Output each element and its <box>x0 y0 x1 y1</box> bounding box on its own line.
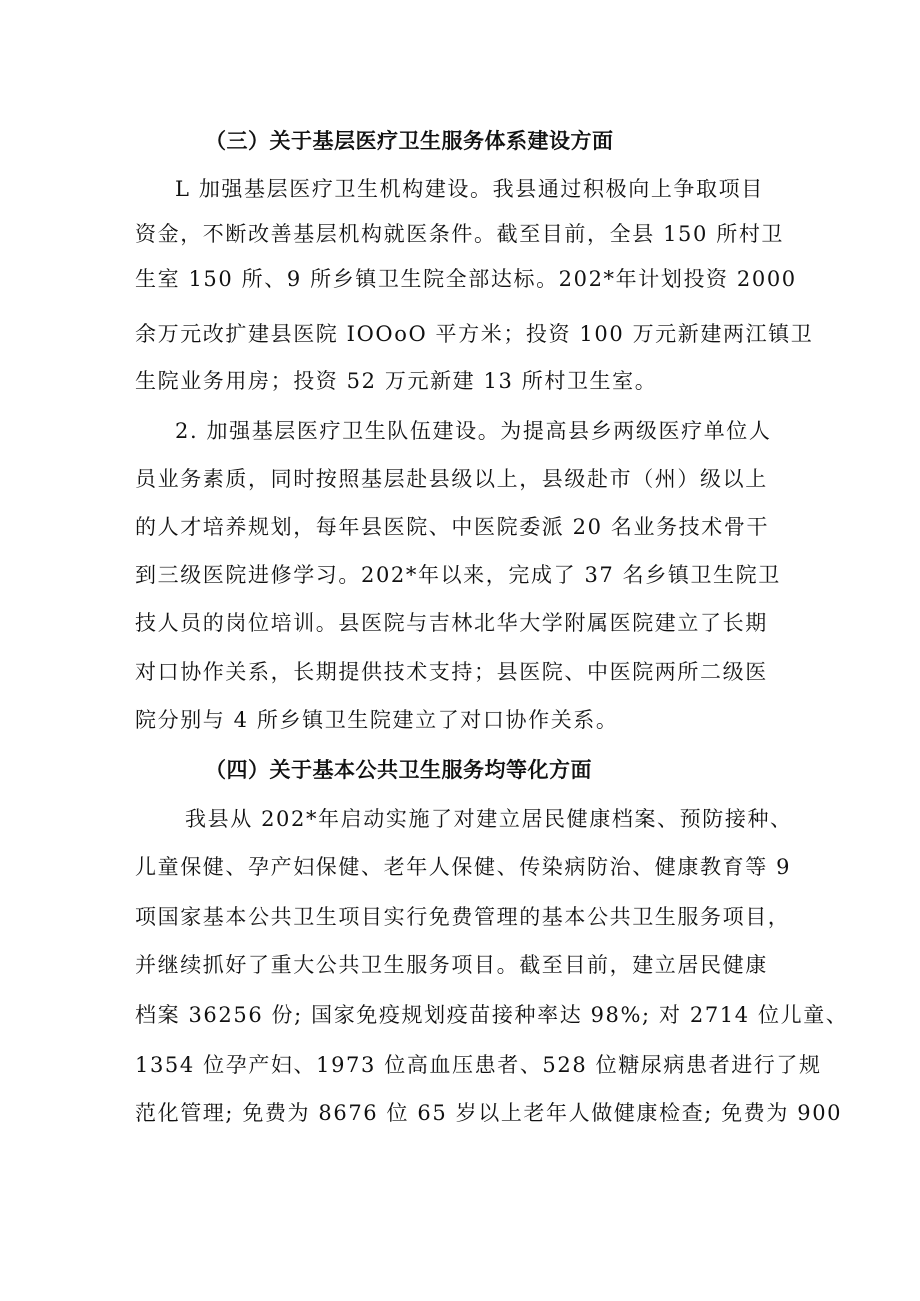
paragraph-line: 儿童保健、孕产妇保健、老年人保健、传染病防治、健康教育等 9 <box>135 855 792 879</box>
paragraph-line: 我县从 202*年启动实施了对建立居民健康档案、预防接种、 <box>185 807 793 831</box>
paragraph-line: 1354 位孕产妇、1973 位高血压患者、528 位糖尿病患者进行了规 <box>135 1053 822 1077</box>
paragraph-line: 生室 150 所、9 所乡镇卫生院全部达标。202*年计划投资 2000 <box>135 267 797 291</box>
paragraph-line: 生院业务用房；投资 52 万元新建 13 所村卫生室。 <box>135 369 658 393</box>
paragraph-line: 对口协作关系，长期提供技术支持；县医院、中医院两所二级医 <box>135 660 768 684</box>
section-heading-3: （三）关于基层医疗卫生服务体系建设方面 <box>205 129 614 153</box>
paragraph-line: 技人员的岗位培训。县医院与吉林北华大学附属医院建立了长期 <box>135 611 768 635</box>
paragraph-line: 资金，不断改善基层机构就医条件。截至目前，全县 150 所村卫 <box>135 222 785 246</box>
paragraph-line: 到三级医院进修学习。202*年以来，完成了 37 名乡镇卫生院卫 <box>135 563 781 587</box>
paragraph-line: L 加强基层医疗卫生机构建设。我县通过积极向上争取项目 <box>175 177 764 201</box>
paragraph-line: 的人才培养规划，每年县医院、中医院委派 20 名业务技术骨干 <box>135 515 770 539</box>
paragraph-line: 余万元改扩建县医院 IOOoO 平方米；投资 100 万元新建两江镇卫 <box>135 322 814 346</box>
paragraph-line: 并继续抓好了重大公共卫生服务项目。截至目前，建立居民健康 <box>135 953 768 977</box>
paragraph-line: 档案 36256 份; 国家免疫规划疫苗接种率达 98%; 对 2714 位儿童、 <box>135 1003 849 1027</box>
paragraph-line: 2. 加强基层医疗卫生队伍建设。为提高县乡两级医疗单位人 <box>175 419 772 443</box>
section-heading-4: （四）关于基本公共卫生服务均等化方面 <box>205 758 592 782</box>
paragraph-line: 员业务素质，同时按照基层赴县级以上，县级赴市（州）级以上 <box>135 467 768 491</box>
paragraph-line: 范化管理; 免费为 8676 位 65 岁以上老年人做健康检查; 免费为 900 <box>135 1101 843 1125</box>
paragraph-line: 项国家基本公共卫生项目实行免费管理的基本公共卫生服务项目， <box>135 905 791 929</box>
paragraph-line: 院分别与 4 所乡镇卫生院建立了对口协作关系。 <box>135 708 619 732</box>
